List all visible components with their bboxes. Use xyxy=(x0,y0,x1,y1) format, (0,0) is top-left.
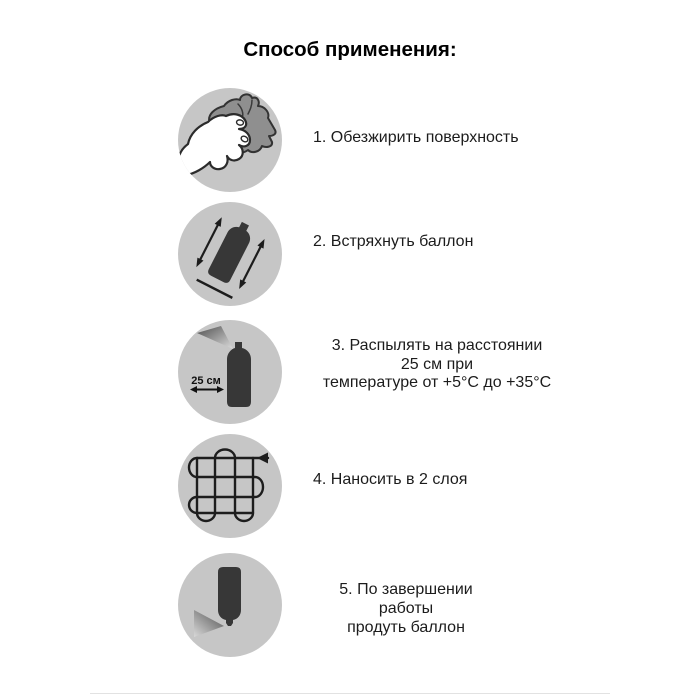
distance-label: 25 см xyxy=(191,375,221,387)
step4-text: 4. Наносить в 2 слоя xyxy=(313,471,468,488)
purge-can-icon xyxy=(178,553,282,657)
step1-icon-circle xyxy=(178,88,282,192)
spray-distance-icon xyxy=(178,320,282,424)
step5-text-line1: 5. По завершении работы xyxy=(339,581,473,617)
step3-text-line2: 25 см при xyxy=(400,355,474,373)
step3-text xyxy=(310,337,564,393)
step1-text: 1. Обезжирить поверхность xyxy=(313,129,519,146)
step5-icon-circle xyxy=(178,553,282,657)
crosshatch-two-layers-icon xyxy=(178,434,282,538)
step5-text xyxy=(310,580,502,637)
step3-text-line1: 3. Распылять на расстоянии xyxy=(331,337,543,354)
hand-wipe-icon xyxy=(178,88,282,192)
step3-text-line3: температуре от +5°С до +35°С xyxy=(322,374,552,391)
step4-icon-circle xyxy=(178,434,282,538)
shake-can-icon xyxy=(178,202,282,306)
step2-text: 2. Встряхнуть баллон xyxy=(313,233,474,250)
step5-text-line2: продуть баллон xyxy=(347,619,465,636)
page-title: Способ применения: xyxy=(243,38,457,61)
sheet-bottom-edge xyxy=(90,693,610,694)
step3-icon-circle xyxy=(178,320,282,424)
step2-icon-circle xyxy=(178,202,282,306)
